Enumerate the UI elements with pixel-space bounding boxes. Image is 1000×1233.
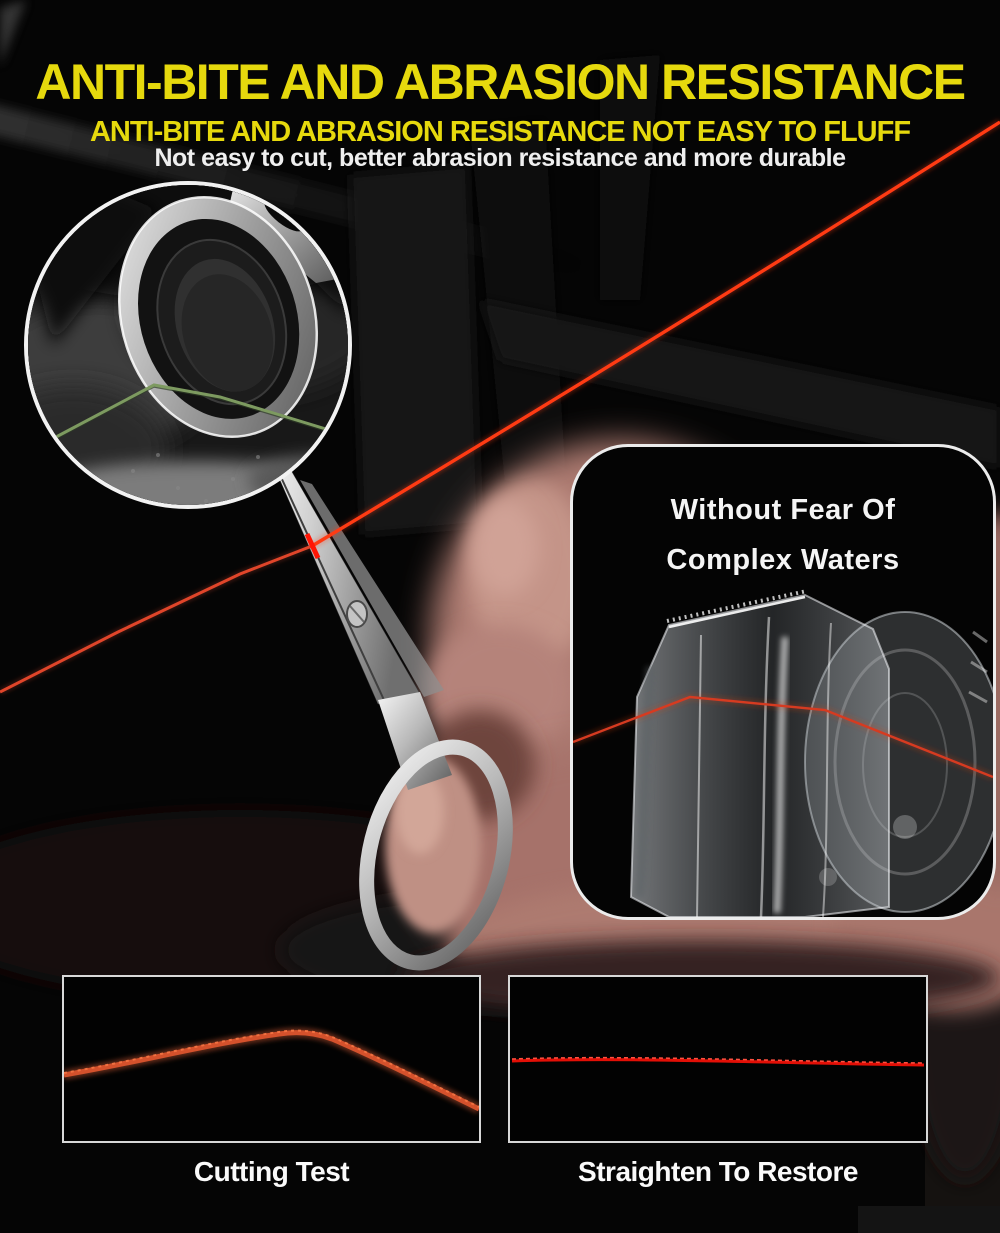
straighten-label: Straighten To Restore xyxy=(578,1156,858,1187)
straighten-panel xyxy=(508,975,928,1143)
callout-line2: Complex Waters xyxy=(666,544,900,576)
spool-photo xyxy=(573,577,993,917)
cutting-test-label: Cutting Test xyxy=(193,1156,350,1187)
page-tagline: Not easy to cut, better abrasion resistance and more durable xyxy=(154,144,846,172)
magnifier-circle-photo xyxy=(24,181,352,509)
guide-ring-photo xyxy=(28,185,348,505)
page-title: ANTI-BITE AND ABRASION RESISTANCE xyxy=(35,54,965,110)
callout-line1: Without Fear Of xyxy=(670,494,896,526)
cutting-test-panel xyxy=(62,975,481,1143)
straighten-photo xyxy=(510,977,926,1141)
page-subtitle: ANTI-BITE AND ABRASION RESISTANCE NOT EASY TO FLUFF xyxy=(89,116,911,148)
callout-box xyxy=(570,444,996,920)
frayed-line xyxy=(64,1033,479,1109)
cutting-test-photo xyxy=(64,977,479,1141)
